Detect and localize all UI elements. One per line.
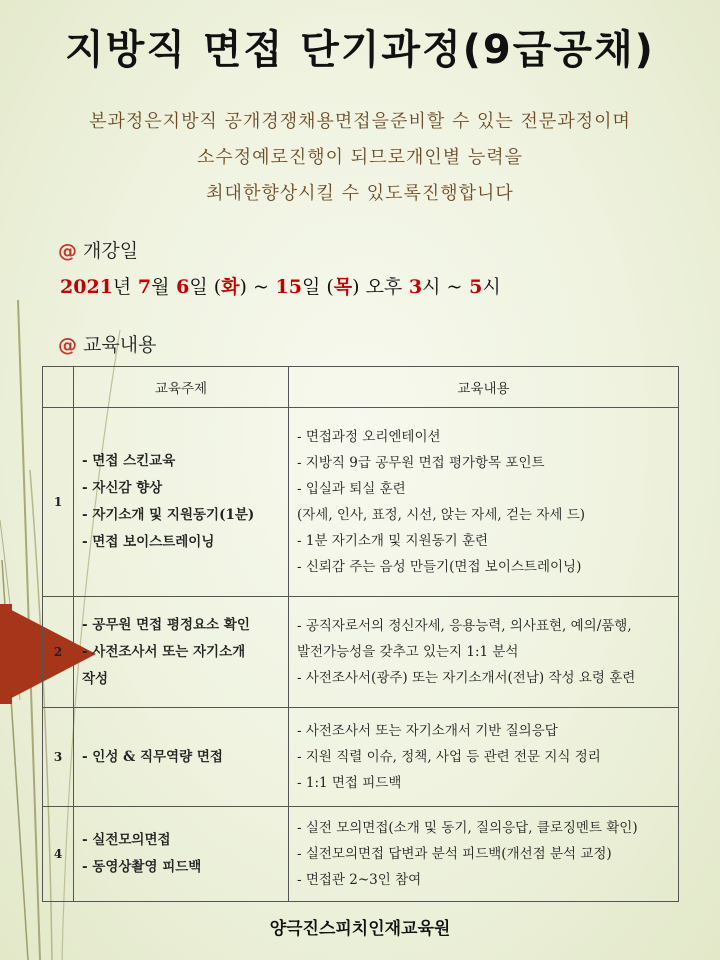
month: 7 <box>137 276 152 298</box>
end-day: 15 <box>275 276 302 298</box>
opening-heading <box>58 236 138 263</box>
column-header <box>43 367 74 408</box>
organization-name: 양극진스피치인재교육원 <box>269 919 451 939</box>
column-header: 교육주제 <box>74 367 289 408</box>
content-item: (자세, 인사, 표정, 시선, 앉는 자세, 걷는 자세 드) <box>297 507 586 523</box>
text: ) ~ <box>239 276 269 298</box>
content-item: - 실전 모의면접(소개 및 동기, 질의응답, 클로징멘트 확인) <box>297 820 638 836</box>
subject-item: - 인성 & 직무역량 면접 <box>82 748 223 765</box>
intro-line: 소수정예로진행이 되므로개인별 능력을 <box>196 147 524 168</box>
content-item: - 사전조사서 또는 자기소개서 기반 질의응답 <box>297 723 558 739</box>
subject-cell <box>74 597 289 708</box>
start-dow: 화 <box>221 276 240 298</box>
end-dow: 목 <box>333 276 353 298</box>
spiral-bullet-icon: @ <box>58 240 77 262</box>
content-item: - 1:1 면접 피드백 <box>297 775 402 791</box>
subject-item: - 사전조사서 또는 자기소개 <box>82 643 246 660</box>
spiral-bullet-icon: @ <box>58 334 77 356</box>
subject-item: - 면접 보이스트레이닝 <box>82 534 215 550</box>
content-item: - 지방직 9급 공무원 면접 평가항목 포인트 <box>297 455 545 471</box>
table-row <box>43 807 679 902</box>
content-item: - 실전모의면접 답변과 분석 피드백(개선점 분석 교정) <box>297 846 612 862</box>
subject-cell <box>74 708 289 807</box>
subject-item: - 실전모의면접 <box>82 832 171 848</box>
text: 년 <box>112 276 132 298</box>
subject-item: - 공무원 면접 평정요소 확인 <box>82 616 250 633</box>
row-number: 1 <box>43 408 74 597</box>
table-row <box>43 408 679 597</box>
content-item: - 입실과 퇴실 훈련 <box>297 481 406 497</box>
intro-line: 최대한향상시킬 수 있도록진행합니다 <box>206 183 514 204</box>
intro-line: 본과정은지방직 공개경쟁채용면접을준비할 수 있는 전문과정이며 <box>89 111 631 132</box>
content-cell <box>289 408 679 597</box>
start-day: 6 <box>176 276 190 298</box>
content-item: - 면접관 2~3인 참여 <box>297 872 422 888</box>
content-heading-label: 교육내용 <box>83 334 157 356</box>
page-title: 지방직 면접 단기과정(9급공채) <box>65 27 655 73</box>
intro-text <box>0 104 720 212</box>
table-header-row <box>43 367 679 408</box>
content-item: - 공직자로서의 정신자세, 응용능력, 의사표현, 예의/품행, <box>297 618 632 634</box>
subject-item: 작성 <box>82 670 109 687</box>
opening-heading-label: 개강일 <box>83 240 139 262</box>
row-number: 3 <box>43 708 74 807</box>
start-hour: 3 <box>408 276 423 298</box>
content-item: - 면접과정 오리엔테이션 <box>297 429 441 445</box>
table-row <box>43 597 679 708</box>
curriculum-table <box>42 366 679 902</box>
column-header: 교육내용 <box>289 367 679 408</box>
subject-item: - 동영상촬영 피드백 <box>82 859 202 875</box>
year: 2021 <box>60 276 113 298</box>
row-number: 2 <box>43 597 74 708</box>
text: 시 <box>482 276 501 298</box>
subject-item: - 면접 스킨교육 <box>82 453 176 469</box>
subject-cell <box>74 807 289 902</box>
content-heading <box>58 330 156 357</box>
content-item: - 사전조사서(광주) 또는 자기소개서(전남) 작성 요령 훈련 <box>297 670 636 686</box>
content-cell <box>289 708 679 807</box>
row-number: 4 <box>43 807 74 902</box>
content-cell <box>289 807 679 902</box>
subject-item: - 자신감 향상 <box>82 480 163 496</box>
schedule-line <box>60 272 501 299</box>
text: 일 ( <box>301 276 334 298</box>
content-item: - 1분 자기소개 및 지원동기 훈련 <box>297 533 489 549</box>
subject-cell <box>74 408 289 597</box>
content-item: - 신뢰감 주는 음성 만들기(면접 보이스트레이닝) <box>297 559 582 575</box>
content-item: 발전가능성을 갖추고 있는지 1:1 분석 <box>297 644 519 660</box>
content-item: - 지원 직렬 이슈, 정책, 사업 등 관련 전문 지식 정리 <box>297 749 601 765</box>
text: 일 ( <box>189 276 222 298</box>
subject-item: - 자기소개 및 지원동기(1분) <box>82 507 255 523</box>
text: 시 ~ <box>422 276 463 298</box>
content-cell <box>289 597 679 708</box>
text: ) 오후 <box>352 276 403 298</box>
end-hour: 5 <box>469 276 483 298</box>
table-row <box>43 708 679 807</box>
text: 월 <box>151 276 170 298</box>
